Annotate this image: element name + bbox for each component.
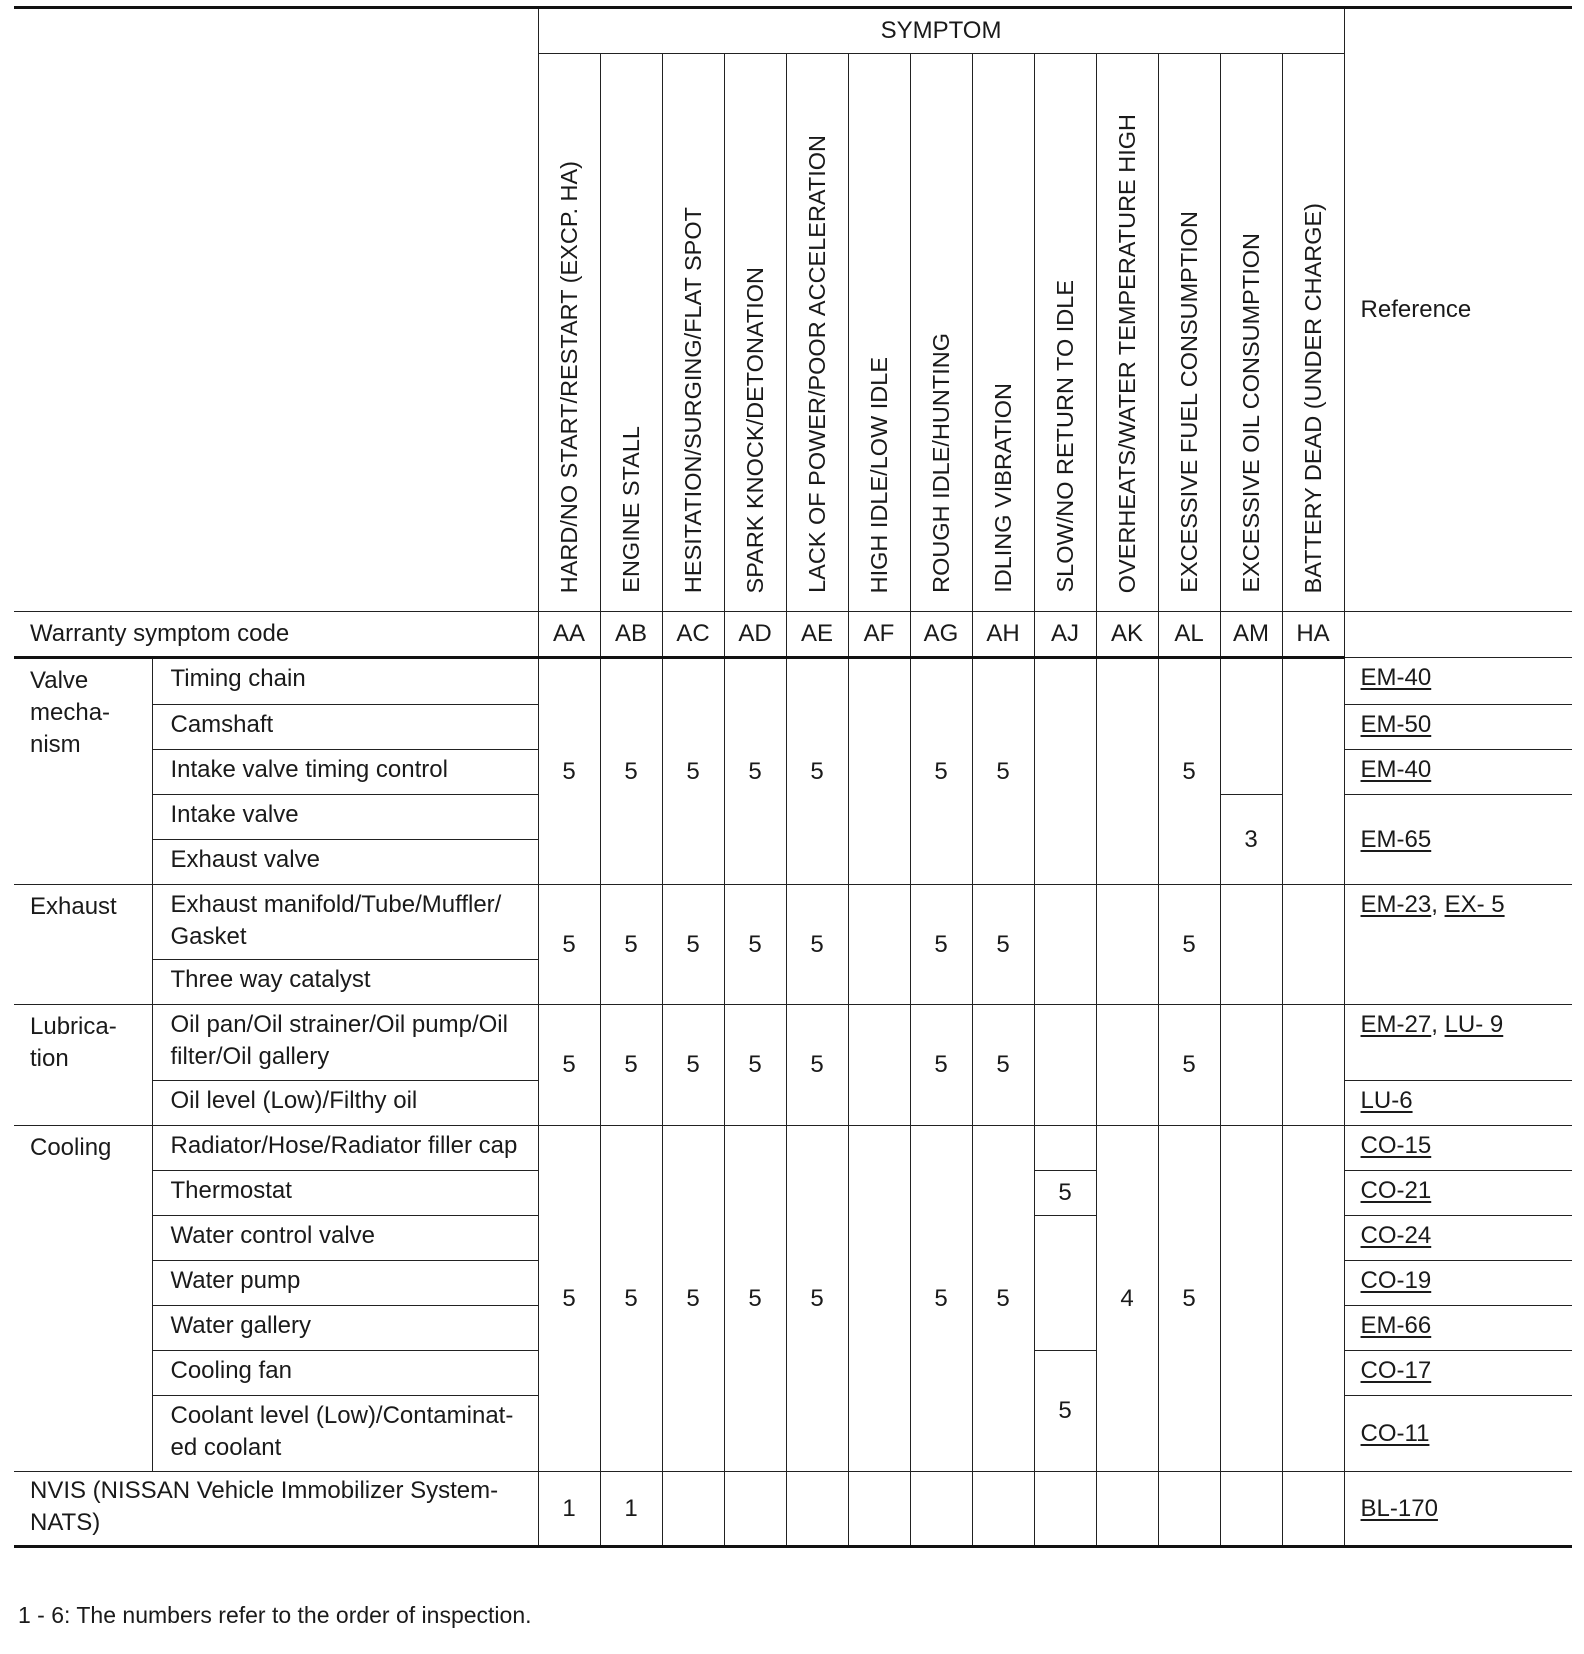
item-cooling-fan: Cooling fan [152,1351,538,1396]
symptom-table-container [14,6,1572,1548]
item-coolant-level: Coolant level (Low)/Contaminat- ed coolant [152,1396,538,1472]
value-cell: 5 [538,885,600,1005]
category-cooling: Cooling [14,1126,152,1472]
value-cell: 5 [972,1005,1034,1126]
value-cell: 5 [600,1005,662,1126]
value-cell-empty [1096,885,1158,1005]
reference-link[interactable]: CO-24 [1344,1216,1572,1261]
value-cell: 5 [724,658,786,885]
item-three-way-catalyst: Three way catalyst [152,960,538,1005]
reference-link[interactable]: EM-65 [1344,795,1572,885]
value-cell-empty [1034,1005,1096,1126]
value-cell: 5 [600,885,662,1005]
value-cell: 5 [972,1126,1034,1472]
value-cell-empty [1282,1472,1344,1547]
symptom-table [14,6,1572,1548]
value-cell-empty [1220,885,1282,1005]
item-water-control-valve: Water control valve [152,1216,538,1261]
corner-cell [14,8,538,612]
symptom-code: AD [724,612,786,658]
value-cell-empty [848,1005,910,1126]
reference-link[interactable]: BL-170 [1344,1472,1572,1547]
value-cell: 5 [1158,885,1220,1005]
value-cell-empty [1034,1472,1096,1547]
value-cell-empty [910,1472,972,1547]
value-cell: 5 [538,1005,600,1126]
value-cell: 4 [1096,1126,1158,1472]
symptom-header: ROUGH IDLE/HUNTING [910,54,972,612]
value-cell: 5 [662,1126,724,1472]
value-cell-empty [1034,885,1096,1005]
value-cell: 5 [662,658,724,885]
reference-links[interactable]: EM-27, LU- 9 [1344,1005,1572,1081]
symptom-header: EXCESSIVE FUEL CONSUMPTION [1158,54,1220,612]
value-cell-empty [1220,1005,1282,1126]
item-exhaust-valve: Exhaust valve [152,840,538,885]
symptom-header: BATTERY DEAD (UNDER CHARGE) [1282,54,1344,612]
value-cell-empty [848,1126,910,1472]
value-cell: 5 [1034,1351,1096,1472]
reference-link[interactable]: CO-15 [1344,1126,1572,1171]
reference-link[interactable]: CO-19 [1344,1261,1572,1306]
symptom-header: EXCESSIVE OIL CONSUMPTION [1220,54,1282,612]
value-cell: 5 [1158,1126,1220,1472]
value-cell: 5 [662,1005,724,1126]
value-cell: 5 [538,658,600,885]
reference-links[interactable]: EM-23, EX- 5 [1344,885,1572,1005]
value-cell: 5 [538,1126,600,1472]
item-thermostat: Thermostat [152,1171,538,1216]
item-timing-chain: Timing chain [152,658,538,705]
value-cell: 1 [600,1472,662,1547]
symptom-header: LACK OF POWER/POOR ACCELERATION [786,54,848,612]
symptom-header: SLOW/NO RETURN TO IDLE [1034,54,1096,612]
item-intake-valve-timing-control: Intake valve timing control [152,750,538,795]
reference-link[interactable]: CO-21 [1344,1171,1572,1216]
value-cell: 5 [910,1005,972,1126]
value-cell-empty [1034,1126,1096,1171]
item-camshaft: Camshaft [152,705,538,750]
value-cell-empty [1282,1126,1344,1472]
warranty-label: Warranty symptom code [14,612,538,658]
value-cell-empty [1158,1472,1220,1547]
item-radiator: Radiator/Hose/Radiator filler cap [152,1126,538,1171]
value-cell-empty [1220,658,1282,795]
value-cell-empty [724,1472,786,1547]
value-cell-empty [848,658,910,885]
value-cell-empty [972,1472,1034,1547]
value-cell: 5 [724,885,786,1005]
value-cell: 1 [538,1472,600,1547]
value-cell: 5 [910,885,972,1005]
value-cell: 5 [972,658,1034,885]
reference-link[interactable]: CO-11 [1344,1396,1572,1472]
reference-link[interactable]: LU-6 [1344,1081,1572,1126]
symptom-header: HARD/NO START/RESTART (EXCP. HA) [538,54,600,612]
symptom-header: SPARK KNOCK/DETONATION [724,54,786,612]
value-cell-empty [1220,1126,1282,1472]
value-cell: 5 [724,1005,786,1126]
item-intake-valve: Intake valve [152,795,538,840]
item-oil-pan: Oil pan/Oil strainer/Oil pump/Oil filter/Oil gallery [152,1005,538,1081]
value-cell-empty [662,1472,724,1547]
value-cell: 5 [1034,1171,1096,1216]
value-cell: 5 [600,1126,662,1472]
symptom-header: IDLING VIBRATION [972,54,1034,612]
value-cell: 5 [786,885,848,1005]
item-oil-level: Oil level (Low)/Filthy oil [152,1081,538,1126]
value-cell-empty [1034,1216,1096,1351]
item-exhaust-manifold: Exhaust manifold/Tube/Muffler/ Gasket [152,885,538,960]
symptom-code: AG [910,612,972,658]
symptom-header: OVERHEATS/WATER TEMPERATURE HIGH [1096,54,1158,612]
value-cell: 3 [1220,795,1282,885]
reference-link[interactable]: EM-40 [1344,658,1572,705]
reference-link[interactable]: EM-40 [1344,750,1572,795]
symptom-code: AK [1096,612,1158,658]
value-cell: 5 [1158,1005,1220,1126]
value-cell-empty [1096,658,1158,885]
reference-spacer [1344,612,1572,658]
symptom-code: AE [786,612,848,658]
symptom-code: AC [662,612,724,658]
value-cell: 5 [786,658,848,885]
symptom-header: ENGINE STALL [600,54,662,612]
value-cell: 5 [910,1126,972,1472]
reference-link[interactable]: CO-17 [1344,1351,1572,1396]
value-cell: 5 [972,885,1034,1005]
value-cell-empty [848,1472,910,1547]
reference-header: Reference [1344,8,1572,612]
symptom-code: AJ [1034,612,1096,658]
item-nvis: NVIS (NISSAN Vehicle Immobilizer System- NATS) [14,1472,538,1547]
symptom-title: SYMPTOM [538,8,1344,54]
item-water-gallery: Water gallery [152,1306,538,1351]
value-cell: 5 [910,658,972,885]
symptom-header: HIGH IDLE/LOW IDLE [848,54,910,612]
value-cell: 5 [662,885,724,1005]
value-cell-empty [1282,1005,1344,1126]
value-cell-empty [848,885,910,1005]
symptom-code: AH [972,612,1034,658]
symptom-code: AL [1158,612,1220,658]
symptom-code: HA [1282,612,1344,658]
value-cell: 5 [786,1126,848,1472]
symptom-header: HESITATION/SURGING/FLAT SPOT [662,54,724,612]
symptom-code: AB [600,612,662,658]
category-exhaust: Exhaust [14,885,152,1005]
value-cell-empty [1034,658,1096,885]
value-cell-empty [1282,885,1344,1005]
category-lubrication: Lubrica- tion [14,1005,152,1126]
value-cell: 5 [1158,658,1220,885]
value-cell: 5 [786,1005,848,1126]
reference-link[interactable]: EM-66 [1344,1306,1572,1351]
symptom-code: AM [1220,612,1282,658]
symptom-code: AA [538,612,600,658]
value-cell-empty [1096,1472,1158,1547]
category-valve-mechanism: Valve mecha- nism [14,658,152,885]
symptom-code: AF [848,612,910,658]
footnote: 1 - 6: The numbers refer to the order of inspection. [18,1602,532,1628]
item-water-pump: Water pump [152,1261,538,1306]
value-cell-empty [1096,1005,1158,1126]
value-cell: 5 [724,1126,786,1472]
value-cell-empty [1220,1472,1282,1547]
value-cell-empty [786,1472,848,1547]
value-cell: 5 [600,658,662,885]
reference-link[interactable]: EM-50 [1344,705,1572,750]
value-cell-empty [1282,658,1344,885]
